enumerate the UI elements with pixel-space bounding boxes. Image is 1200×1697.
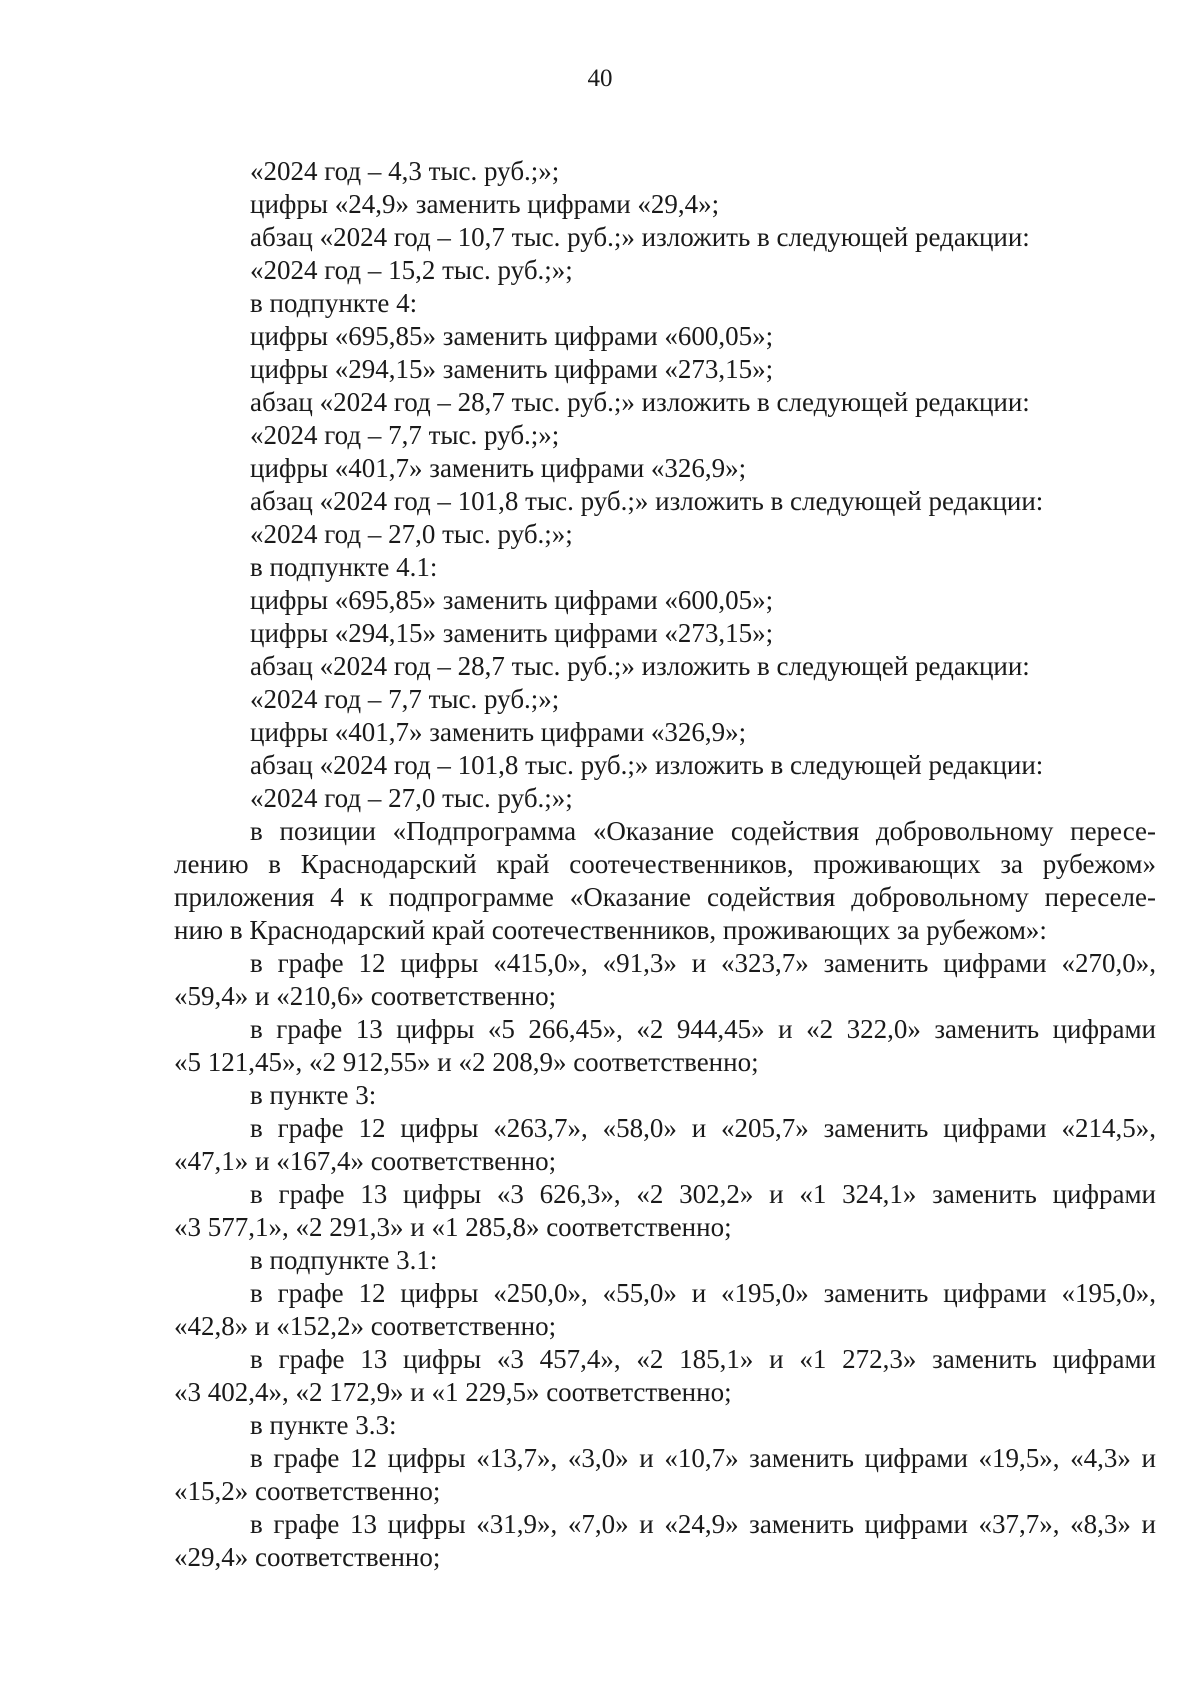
text-line: в графе 12 цифры «263,7», «58,0» и «205,7» заменить цифрами «214,5», xyxy=(250,1113,1156,1143)
text-line: «2024 год – 15,2 тыс. руб.;»; xyxy=(250,255,573,285)
text-line: в графе 13 цифры «31,9», «7,0» и «24,9» заменить цифрами «37,7», «8,3» и xyxy=(250,1509,1156,1539)
text-line: «15,2» соответственно; xyxy=(174,1476,441,1506)
text-line: в графе 13 цифры «5 266,45», «2 944,45» и «2 322,0» заменить цифрами xyxy=(250,1014,1156,1044)
text-line: цифры «294,15» заменить цифрами «273,15»; xyxy=(250,354,774,384)
text-line: «2024 год – 7,7 тыс. руб.;»; xyxy=(250,420,560,450)
text-line: абзац «2024 год – 28,7 тыс. руб.;» изложить в следующей редакции: xyxy=(250,651,1030,681)
text-line: нию в Краснодарский край соотечественников, проживающих за рубежом»: xyxy=(174,915,1047,945)
text-line: «2024 год – 7,7 тыс. руб.;»; xyxy=(250,684,560,714)
text-line: в позиции «Подпрограмма «Оказание содействия добровольному пересе- xyxy=(250,816,1156,846)
text-line: в подпункте 3.1: xyxy=(250,1245,438,1275)
text-line: в подпункте 4: xyxy=(250,288,418,318)
text-line: абзац «2024 год – 10,7 тыс. руб.;» изложить в следующей редакции: xyxy=(250,222,1030,252)
text-line: цифры «294,15» заменить цифрами «273,15»; xyxy=(250,618,774,648)
document-body xyxy=(174,155,1156,1574)
text-line: в графе 12 цифры «415,0», «91,3» и «323,7» заменить цифрами «270,0», xyxy=(250,948,1156,978)
text-line: цифры «695,85» заменить цифрами «600,05»; xyxy=(250,321,774,351)
text-line: лению в Краснодарский край соотечественников, проживающих за рубежом» xyxy=(174,849,1156,879)
text-line: «47,1» и «167,4» соответственно; xyxy=(174,1146,557,1176)
text-line: в пункте 3.3: xyxy=(250,1410,397,1440)
text-line: в пункте 3: xyxy=(250,1080,377,1110)
text-line: приложения 4 к подпрограмме «Оказание содействия добровольному переселе- xyxy=(174,882,1156,912)
text-line: «5 121,45», «2 912,55» и «2 208,9» соответственно; xyxy=(174,1047,759,1077)
text-line: абзац «2024 год – 101,8 тыс. руб.;» изложить в следующей редакции: xyxy=(250,486,1044,516)
text-line: в графе 13 цифры «3 457,4», «2 185,1» и «1 272,3» заменить цифрами xyxy=(250,1344,1156,1374)
page-number: 40 xyxy=(587,65,613,92)
text-line: в графе 13 цифры «3 626,3», «2 302,2» и «1 324,1» заменить цифрами xyxy=(250,1179,1156,1209)
text-line: цифры «695,85» заменить цифрами «600,05»; xyxy=(250,585,774,615)
text-line: «3 402,4», «2 172,9» и «1 229,5» соответственно; xyxy=(174,1377,732,1407)
text-line: цифры «401,7» заменить цифрами «326,9»; xyxy=(250,717,747,747)
text-line: цифры «401,7» заменить цифрами «326,9»; xyxy=(250,453,747,483)
text-line: «2024 год – 27,0 тыс. руб.;»; xyxy=(250,783,573,813)
text-line: абзац «2024 год – 28,7 тыс. руб.;» изложить в следующей редакции: xyxy=(250,387,1030,417)
text-line: абзац «2024 год – 101,8 тыс. руб.;» изложить в следующей редакции: xyxy=(250,750,1044,780)
text-line: «29,4» соответственно; xyxy=(174,1542,441,1572)
text-line: в графе 12 цифры «250,0», «55,0» и «195,0» заменить цифрами «195,0», xyxy=(250,1278,1156,1308)
text-line: «2024 год – 27,0 тыс. руб.;»; xyxy=(250,519,573,549)
text-line: в подпункте 4.1: xyxy=(250,552,438,582)
text-line: цифры «24,9» заменить цифрами «29,4»; xyxy=(250,189,720,219)
text-line: «3 577,1», «2 291,3» и «1 285,8» соответственно; xyxy=(174,1212,732,1242)
text-line: «2024 год – 4,3 тыс. руб.;»; xyxy=(250,156,560,186)
text-line: «42,8» и «152,2» соответственно; xyxy=(174,1311,557,1341)
text-line: «59,4» и «210,6» соответственно; xyxy=(174,981,557,1011)
text-line: в графе 12 цифры «13,7», «3,0» и «10,7» заменить цифрами «19,5», «4,3» и xyxy=(250,1443,1156,1473)
